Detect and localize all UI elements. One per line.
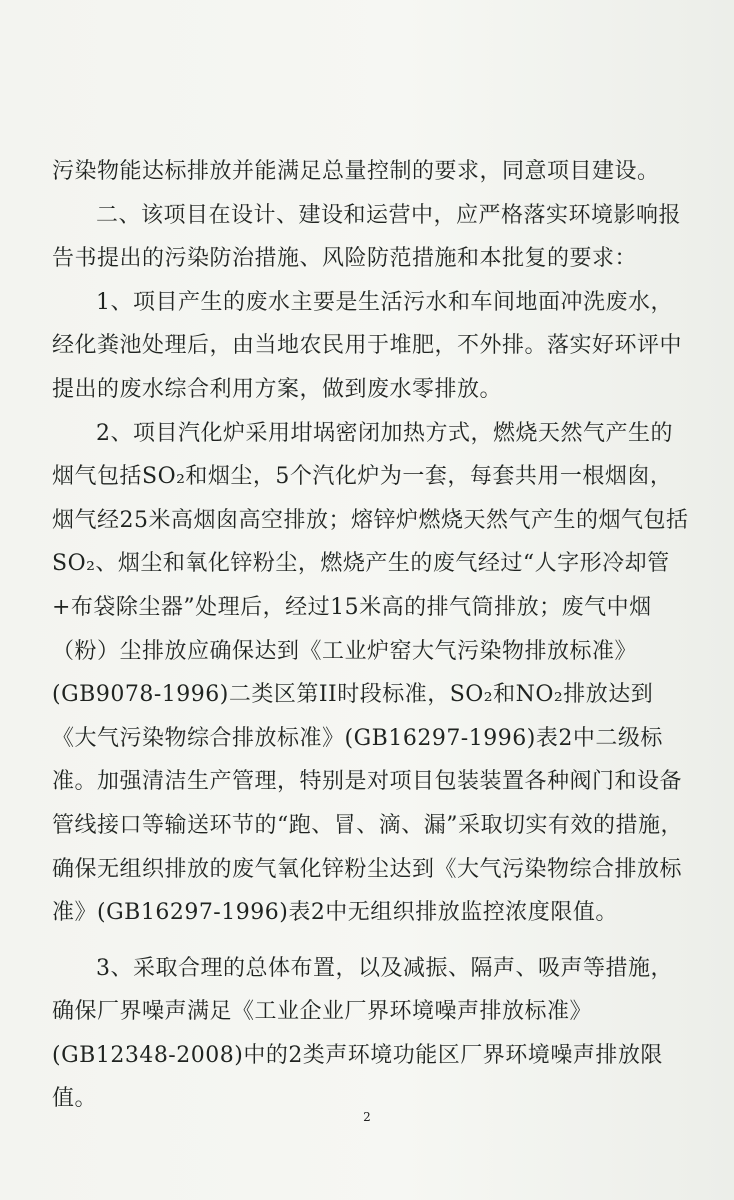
document-body xyxy=(52,150,692,1121)
paragraph-spacer xyxy=(52,935,692,947)
page-number: 2 xyxy=(363,1110,371,1124)
paragraph-item-3-noise: 3、采取合理的总体布置，以及减振、隔声、吸声等措施，确保厂界噪声满足《工业企业厂界环境噪声排放标准》(GB12348-2008)中的2类声环境功能区厂界环境噪声排放限值。 xyxy=(52,955,673,1112)
paragraph-item-1-wastewater: 1、项目产生的废水主要是生活污水和车间地面冲洗废水，经化粪池处理后，由当地农民用于堆肥，不外排。落实好环评中提出的废水综合利用方案，做到废水零排放。 xyxy=(52,289,683,402)
paragraph-section-two: 二、该项目在设计、建设和运营中，应严格落实环境影响报告书提出的污染防治措施、风险防范措施和本批复的要求： xyxy=(52,202,682,272)
paragraph-item-2-exhaust: 2、项目汽化炉采用坩埚密闭加热方式，燃烧天然气产生的烟气包括SO₂和烟尘，5个汽化炉为一套，每套共用一根烟囱，烟气经25米高烟囱高空排放；熔锌炉燃烧天然气产生的烟气包括SO₂、烟尘和氧化锌粉尘，燃烧产生的废气经过“人字形冷却管+布袋除尘器”处理后，经过15米高的排气筒排放；废气中烟（粉）尘排放应确保达到《工业炉窑大气污染物排放标准》(GB9078-1996)二类区第II时段标准，SO₂和NO₂排放达到《大气污染物综合排放标准》(GB16297-1996)表2中二级标准。加强清洁生产管理，特别是对项目包装装置各种阀门和设备管线接口等输送环节的“跑、冒、滴、漏”采取切实有效的措施，确保无组织排放的废气氧化锌粉尘达到《大气污染物综合排放标准》(GB16297-1996)表2中无组织排放监控浓度限值。 xyxy=(52,420,689,926)
paragraph-continuation: 污染物能达标排放并能满足总量控制的要求，同意项目建设。 xyxy=(52,159,660,184)
